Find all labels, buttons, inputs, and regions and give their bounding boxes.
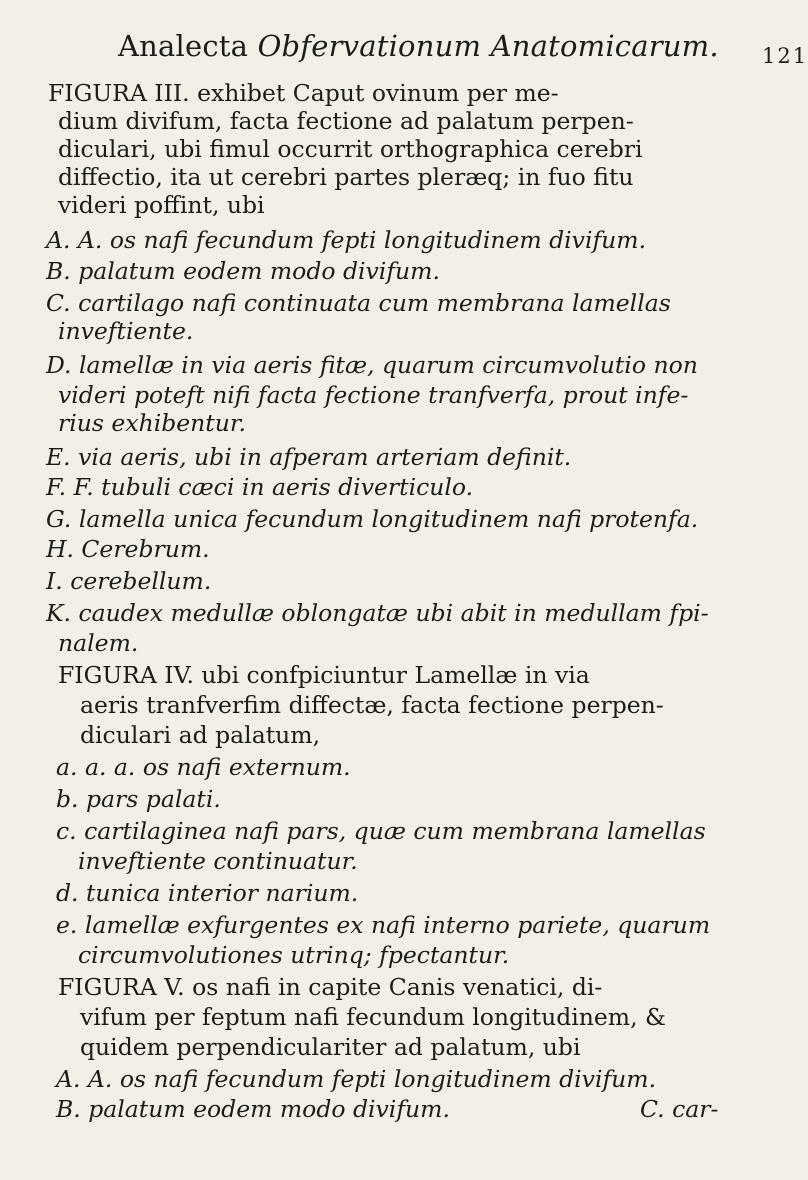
text-line: FIGURA IV. ubi confpiciuntur Lamellæ in via	[58, 661, 590, 689]
text-line: a. a. a. os nafi externum.	[56, 753, 351, 781]
text-line: B. palatum eodem modo divifum.	[46, 257, 440, 285]
text-line: d. tunica interior narium.	[56, 879, 359, 907]
text-line: quidem perpendiculariter ad palatum, ubi	[80, 1033, 581, 1061]
text-line: D. lamellæ in via aeris fitæ, quarum circumvolutio non	[46, 351, 698, 379]
text-line: e. lamellæ exfurgentes ex nafi interno pariete, quarum	[56, 911, 711, 939]
text-line: B. palatum eodem modo divifum.	[56, 1095, 450, 1123]
header-italic: Obfervationum Anatomicarum.	[257, 29, 719, 63]
text-line: aeris tranfverfim diffectæ, facta fectione perpen-	[80, 691, 664, 719]
text-line: nalem.	[58, 629, 139, 657]
header-roman: Analecta	[118, 29, 258, 63]
text-line: inveftiente.	[58, 317, 194, 345]
text-line: rius exhibentur.	[58, 409, 247, 437]
running-header	[118, 28, 719, 64]
text-line: diffectio, ita ut cerebri partes pleræq; in fuo fitu	[58, 163, 634, 191]
page-number: 121	[762, 44, 808, 68]
text-line: diculari, ubi fimul occurrit orthographica cerebri	[58, 135, 643, 163]
text-line: diculari ad palatum,	[80, 721, 321, 749]
text-line: H. Cerebrum.	[46, 535, 210, 563]
text-line: I. cerebellum.	[46, 567, 212, 595]
text-line: circumvolutiones utrinq; fpectantur.	[78, 941, 510, 969]
text-line: F. F. tubuli cæci in aeris diverticulo.	[46, 473, 474, 501]
text-line: b. pars palati.	[56, 785, 221, 813]
text-line: FIGURA V. os nafi in capite Canis venatici, di-	[58, 973, 603, 1001]
text-line: dium divifum, facta fectione ad palatum perpen-	[58, 107, 634, 135]
text-line: inveftiente continuatur.	[78, 847, 358, 875]
text-line: c. cartilaginea nafi pars, quæ cum membrana lamellas	[56, 817, 706, 845]
text-line: videri poteft nifi facta fectione tranfverfa, prout infe-	[58, 381, 689, 409]
text-line: videri poffint, ubi	[58, 191, 265, 219]
text-line: C. car-	[640, 1095, 719, 1123]
text-line: E. via aeris, ubi in afperam arteriam definit.	[46, 443, 572, 471]
text-line: K. caudex medullæ oblongatæ ubi abit in medullam fpi-	[46, 599, 709, 627]
text-line: C. cartilago nafi continuata cum membrana lamellas	[46, 289, 671, 317]
text-line: FIGURA III. exhibet Caput ovinum per me-	[48, 79, 559, 107]
text-line: G. lamella unica fecundum longitudinem nafi protenfa.	[46, 505, 699, 533]
text-line: vifum per feptum nafi fecundum longitudinem, &	[80, 1003, 666, 1031]
text-line: A. A. os nafi fecundum fepti longitudinem divifum.	[46, 226, 647, 254]
text-line: A. A. os nafi fecundum fepti longitudinem divifum.	[56, 1065, 657, 1093]
